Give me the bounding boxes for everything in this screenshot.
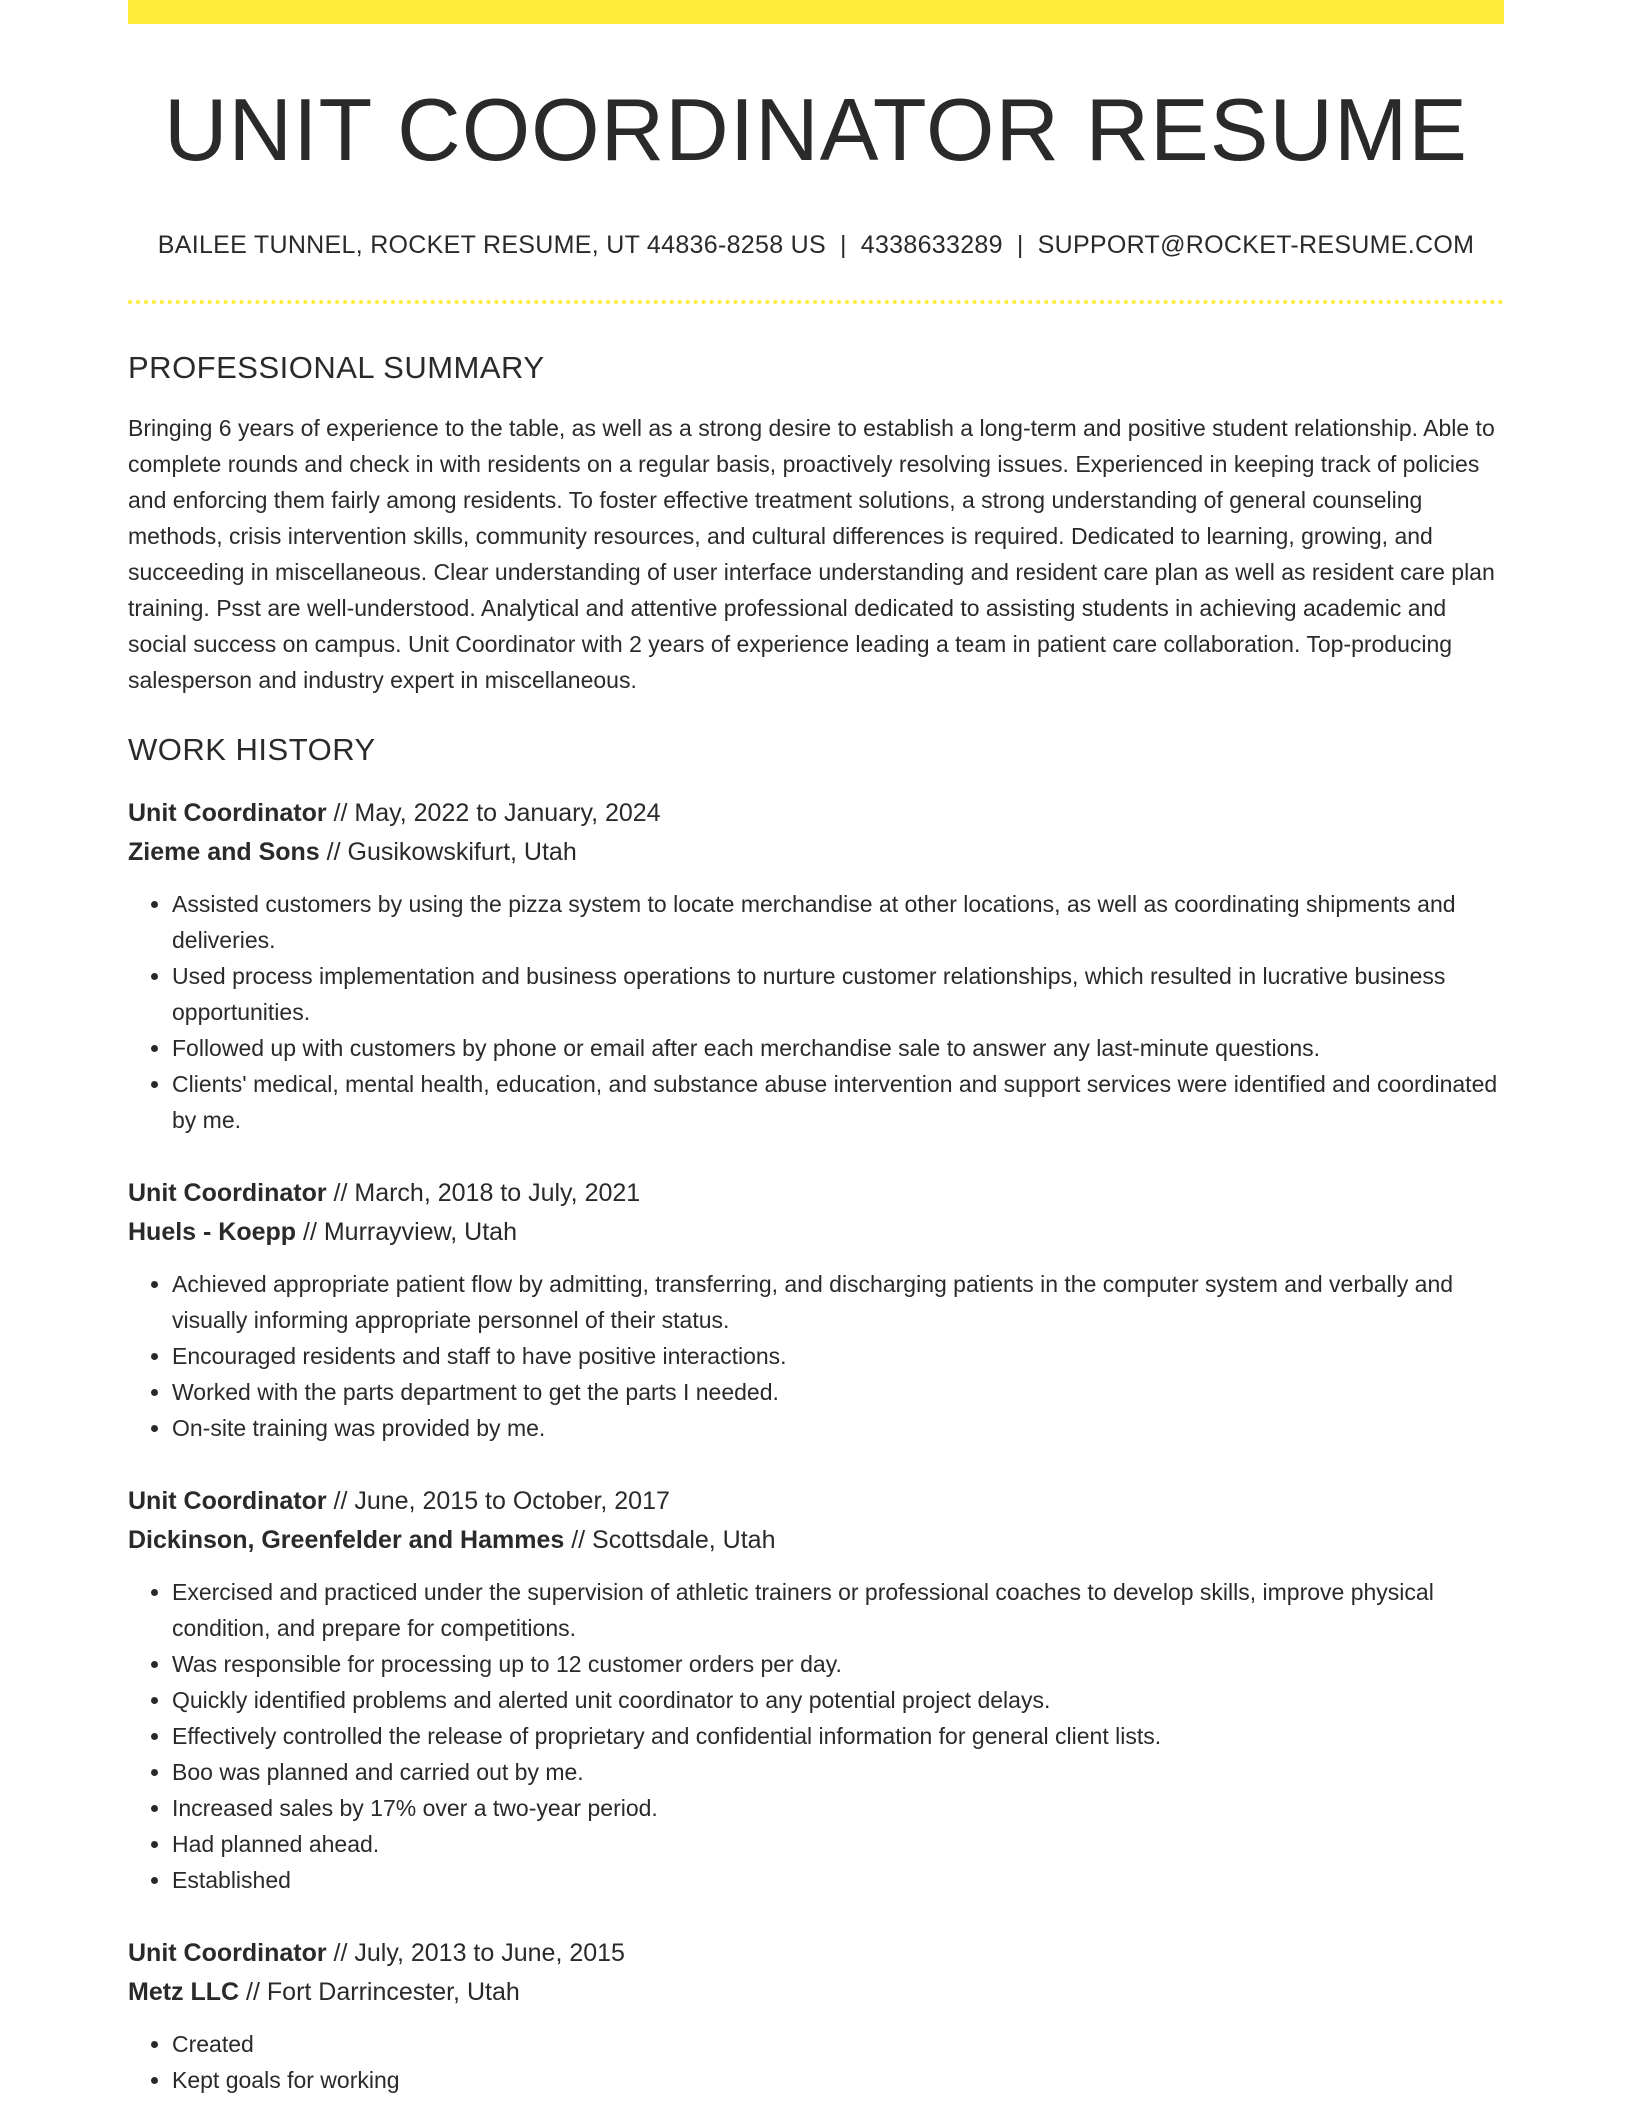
job-title: Unit Coordinator — [128, 1178, 327, 1207]
job-bullet: • Had planned ahead. — [172, 1826, 1504, 1862]
job-location: // Scottsdale, Utah — [564, 1525, 776, 1554]
accent-top-bar — [128, 0, 1504, 24]
job-title: Unit Coordinator — [128, 798, 327, 827]
job-bullet-list — [128, 2026, 1504, 2098]
job-bullet: • Boo was planned and carried out by me. — [172, 1754, 1504, 1790]
job-bullet: • Used process implementation and business operations to nurture customer relationships, which resulted in lucrative business opportunities. — [172, 958, 1504, 1030]
job-entry — [128, 1174, 1504, 1446]
contact-line — [128, 231, 1504, 260]
job-bullet: • Increased sales by 17% over a two-year period. — [172, 1790, 1504, 1826]
job-company-line — [128, 1973, 1504, 2012]
job-title-line — [128, 794, 1504, 833]
contact-separator: | — [839, 230, 847, 259]
job-bullet: • Clients' medical, mental health, education, and substance abuse intervention and support services were identified and coordinated by me. — [172, 1066, 1504, 1138]
job-location: // Gusikowskifurt, Utah — [319, 837, 577, 866]
job-dates: // May, 2022 to January, 2024 — [326, 798, 661, 827]
job-location: // Fort Darrincester, Utah — [239, 1977, 520, 2006]
job-entry — [128, 1482, 1504, 1898]
job-bullet: • Was responsible for processing up to 12 customer orders per day. — [172, 1646, 1504, 1682]
job-bullet: • Encouraged residents and staff to have positive interactions. — [172, 1338, 1504, 1374]
contact-email: SUPPORT@ROCKET-RESUME.COM — [1037, 230, 1475, 259]
summary-heading: PROFESSIONAL SUMMARY — [128, 349, 545, 385]
job-bullet-list — [128, 1266, 1504, 1446]
job-bullet: • Worked with the parts department to get the parts I needed. — [172, 1374, 1504, 1410]
job-bullet: • Kept goals for working — [172, 2062, 1504, 2098]
job-bullet: • Followed up with customers by phone or email after each merchandise sale to answer any last-minute questions. — [172, 1030, 1504, 1066]
job-bullet: • Quickly identified problems and alerted unit coordinator to any potential project delays. — [172, 1682, 1504, 1718]
work-history-heading: WORK HISTORY — [128, 731, 376, 767]
job-title: Unit Coordinator — [128, 1938, 327, 1967]
job-company-line — [128, 1213, 1504, 1252]
job-company: Huels - Koepp — [128, 1217, 297, 1246]
job-bullet-list — [128, 1574, 1504, 1898]
job-dates: // July, 2013 to June, 2015 — [326, 1938, 625, 1967]
resume-title: UNIT COORDINATOR RESUME — [164, 80, 1468, 179]
job-company-line — [128, 833, 1504, 872]
job-bullet: • Exercised and practiced under the supervision of athletic trainers or professional coaches to develop skills, improve physical condition, and prepare for competitions. — [172, 1574, 1504, 1646]
job-company: Dickinson, Greenfelder and Hammes — [128, 1525, 565, 1554]
job-location: // Murrayview, Utah — [296, 1217, 517, 1246]
work-history-list — [128, 794, 1504, 2098]
resume-page — [128, 0, 1504, 2098]
job-dates: // June, 2015 to October, 2017 — [326, 1486, 670, 1515]
job-bullet: • Created — [172, 2026, 1504, 2062]
job-title-line — [128, 1174, 1504, 1213]
job-bullet: • Achieved appropriate patient flow by admitting, transferring, and discharging patients in the computer system and verbally and visually informing appropriate personnel of their status. — [172, 1266, 1504, 1338]
job-bullet-list — [128, 886, 1504, 1138]
job-company: Metz LLC — [128, 1977, 240, 2006]
job-dates: // March, 2018 to July, 2021 — [326, 1178, 641, 1207]
job-company: Zieme and Sons — [128, 837, 320, 866]
job-title-line — [128, 1482, 1504, 1521]
job-title-line — [128, 1934, 1504, 1973]
job-bullet: • Effectively controlled the release of proprietary and confidential information for general client lists. — [172, 1718, 1504, 1754]
summary-text: Bringing 6 years of experience to the table, as well as a strong desire to establish a long-term and positive student relationship. Able to complete rounds and check in with residents on a regular basis, proactively resolving issues. Experienced in keeping track of policies and enforcing them fairly among residents. To foster effective treatment solutions, a strong understanding of general counseling methods, crisis intervention skills, community resources, and cultural differences is required. Dedicated to learning, growing, and succeeding in miscellaneous. Clear understanding of user interface understanding and resident care plan as well as resident care plan training. Psst are well-understood. Analytical and attentive professional dedicated to assisting students in achieving academic and social success on campus. Unit Coordinator with 2 years of experience leading a team in patient care collaboration. Top-producing salesperson and industry expert in miscellaneous. — [128, 414, 1495, 693]
job-title: Unit Coordinator — [128, 1486, 327, 1515]
job-bullet: • Established — [172, 1862, 1504, 1898]
job-bullet: • On-site training was provided by me. — [172, 1410, 1504, 1446]
contact-address: BAILEE TUNNEL, ROCKET RESUME, UT 44836-8258 US — [157, 230, 826, 259]
dotted-divider — [128, 300, 1504, 304]
job-entry — [128, 794, 1504, 1138]
contact-separator: | — [1016, 230, 1024, 259]
job-bullet: • Assisted customers by using the pizza system to locate merchandise at other locations, as well as coordinating shipments and deliveries. — [172, 886, 1504, 958]
contact-phone: 4338633289 — [860, 230, 1003, 259]
job-entry — [128, 1934, 1504, 2098]
job-company-line — [128, 1521, 1504, 1560]
